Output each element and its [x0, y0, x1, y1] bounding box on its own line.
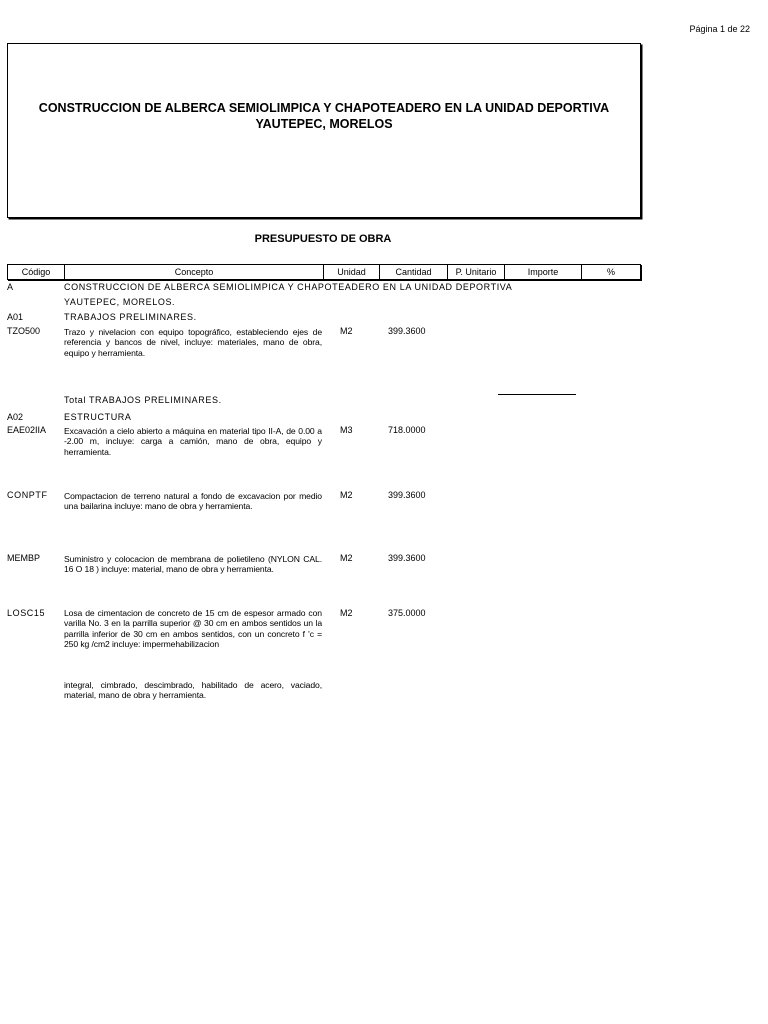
item-description: Suministro y colocacion de membrana de polietileno (NYLON CAL. 16 O 18 ) incluye: material, mano de obra y herramienta. — [64, 554, 322, 575]
item-quantity: 399.3600 — [388, 326, 426, 336]
title-line-1: CONSTRUCCION DE ALBERCA SEMIOLIMPICA Y CHAPOTEADERO EN LA UNIDAD DEPORTIVA — [38, 101, 610, 115]
item-code: CONPTF — [7, 490, 48, 500]
project-name-line-2: YAUTEPEC, MORELOS. — [64, 297, 176, 307]
item-code: EAE02IIA — [7, 425, 47, 435]
item-unit: M2 — [340, 608, 353, 618]
item-unit: M2 — [340, 553, 353, 563]
item-unit: M3 — [340, 425, 353, 435]
item-code: LOSC15 — [7, 608, 46, 618]
total-underline — [498, 394, 576, 395]
table-header — [7, 264, 641, 280]
item-unit: M2 — [340, 326, 353, 336]
project-name-line-1: CONSTRUCCION DE ALBERCA SEMIOLIMPICA Y CHAPOTEADERO EN LA UNIDAD DEPORTIVA — [64, 282, 513, 292]
item-quantity: 718.0000 — [388, 425, 426, 435]
group-code: A02 — [7, 412, 24, 422]
section-title: PRESUPUESTO DE OBRA — [254, 233, 392, 245]
item-description: Losa de cimentacion de concreto de 15 cm de espesor armado con varilla No. 3 en la parrilla superior @ 30 cm en ambos sentidos un la parrilla inferior de 30 cm en ambos sentidos, con un concreto f 'c = 250 kg /cm2 incluye: impermehabilizacion — [64, 608, 322, 650]
page-number: Página 1 de 22 — [689, 24, 750, 34]
column-header-concepto: Concepto — [65, 265, 324, 279]
group-name: TRABAJOS PRELIMINARES. — [64, 312, 197, 322]
column-header-p-unitario: P. Unitario — [448, 265, 505, 279]
item-quantity: 399.3600 — [388, 553, 426, 563]
item-description-continued: integral, cimbrado, descimbrado, habilitado de acero, vaciado, material, mano de obra y herramienta. — [64, 680, 322, 701]
group-total-label: Total TRABAJOS PRELIMINARES. — [64, 395, 222, 405]
item-quantity: 399.3600 — [388, 490, 426, 500]
item-code: TZO500 — [7, 326, 41, 336]
group-name: ESTRUCTURA — [64, 412, 132, 422]
column-header-codigo: Código — [8, 265, 65, 279]
title-box — [7, 43, 641, 218]
item-description: Trazo y nivelacion con equipo topográfico, estableciendo ejes de referencia y bancos de nivel, incluye: materiales, mano de obra, equipo y herramienta. — [64, 327, 322, 358]
item-quantity: 375.0000 — [388, 608, 426, 618]
column-header-importe: Importe — [505, 265, 582, 279]
item-unit: M2 — [340, 490, 353, 500]
column-header-unidad: Unidad — [324, 265, 380, 279]
column-header-porcentaje: % — [606, 267, 615, 277]
item-description: Compactacion de terreno natural a fondo de excavacion por medio una bailarina incluye: mano de obra y herramienta. — [64, 491, 322, 512]
item-code: MEMBP — [7, 553, 41, 563]
title-line-2: YAUTEPEC, MORELOS — [255, 117, 393, 131]
document-title — [8, 100, 640, 132]
group-code: A01 — [7, 312, 24, 322]
item-description: Excavación a cielo abierto a máquina en material tipo II-A, de 0.00 a -2.00 m, incluye: carga a camión, mano de obra, equipo y herramienta. — [64, 426, 322, 457]
column-header-cantidad: Cantidad — [380, 265, 448, 279]
project-code: A — [7, 282, 14, 292]
